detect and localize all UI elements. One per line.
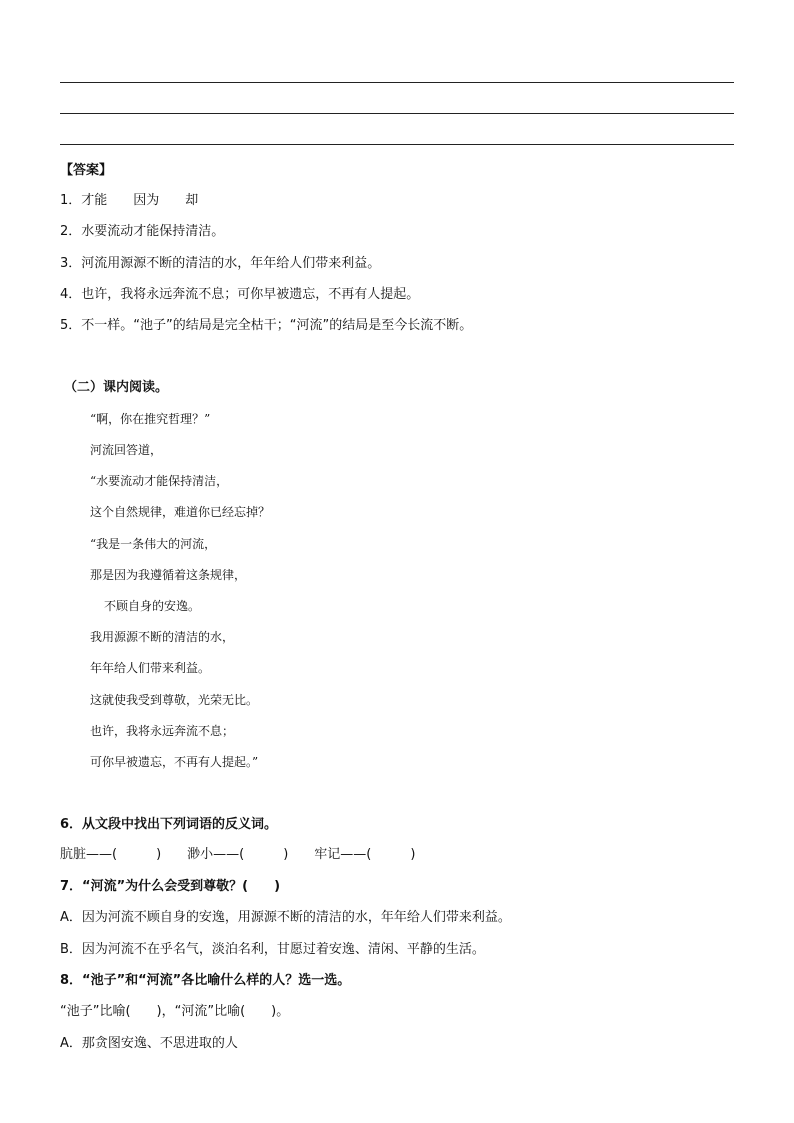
question-7-title: 7．“河流”为什么会受到尊敬？( ) [60, 879, 281, 894]
poem-line-7: 不顾自身的安逸。 [104, 599, 201, 613]
answer-item-3: 3．河流用源源不断的清洁的水，年年给人们带来利益。 [60, 256, 381, 271]
question-6-antonym-blanks: 肮脏——( ) 渺小——( ) 牢记——( ) [60, 847, 416, 862]
poem-line-5: “我是一条伟大的河流， [90, 537, 217, 551]
question-7-option-b: B．因为河流不在乎名气，淡泊名利，甘愿过着安逸、清闲、平静的生活。 [60, 942, 485, 957]
poem-line-1: “啊，你在推究哲理？” [90, 412, 211, 426]
answer-item-2: 2．水要流动才能保持清洁。 [60, 224, 225, 239]
answer-item-4: 4．也许，我将永远奔流不息；可你早被遗忘，不再有人提起。 [60, 287, 420, 302]
answer-item-1: 1．才能 因为 却 [60, 193, 199, 208]
question-8-fill-line: “池子”比喻( )，“河流”比喻( )。 [60, 1004, 290, 1019]
reading-section-title: （二）课内阅读。 [64, 380, 169, 395]
answer-header: 【答案】 [60, 163, 113, 178]
answer-rule-line-2 [60, 113, 734, 114]
question-8-option-a: A．那贪图安逸、不思进取的人 [60, 1036, 238, 1051]
question-8-title: 8．“池子”和“河流”各比喻什么样的人？选一选。 [60, 973, 351, 988]
poem-line-10: 这就使我受到尊敬，光荣无比。 [90, 693, 259, 707]
poem-line-12: 可你早被遗忘，不再有人提起。” [90, 755, 259, 769]
poem-line-4: 这个自然规律，难道你已经忘掉？ [90, 505, 271, 519]
poem-line-2: 河流回答道， [90, 443, 163, 457]
answer-rule-line-3 [60, 144, 734, 145]
poem-line-3: “水要流动才能保持清洁， [90, 474, 229, 488]
answer-rule-line-1 [60, 82, 734, 83]
answer-item-5: 5．不一样。“池子”的结局是完全枯干；“河流”的结局是至今长流不断。 [60, 318, 473, 333]
question-6-title: 6．从文段中找出下列词语的反义词。 [60, 817, 278, 832]
question-7-option-a: A．因为河流不顾自身的安逸，用源源不断的清洁的水，年年给人们带来利益。 [60, 910, 511, 925]
poem-line-11: 也许，我将永远奔流不息； [90, 724, 235, 738]
poem-line-9: 年年给人们带来利益。 [90, 661, 211, 675]
poem-line-6: 那是因为我遵循着这条规律， [90, 568, 247, 582]
poem-line-8: 我用源源不断的清洁的水， [90, 630, 235, 644]
